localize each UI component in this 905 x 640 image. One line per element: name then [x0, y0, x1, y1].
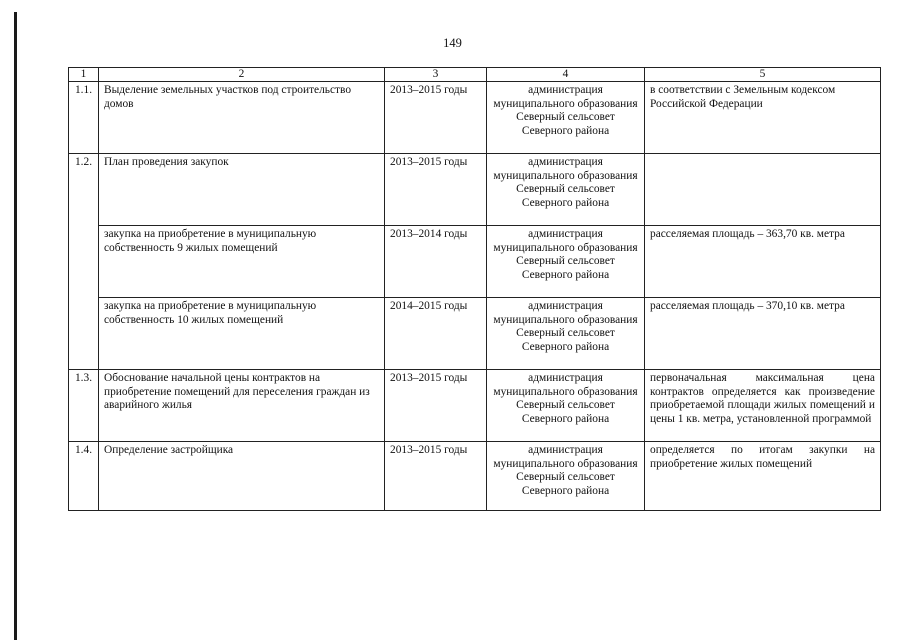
executor: администрация муниципального образования Северный сельсовет Северного района	[487, 442, 645, 511]
header-cell: 1	[69, 68, 99, 82]
row-number	[69, 298, 99, 370]
table-row	[69, 82, 881, 154]
measure-name: План проведения закупок	[99, 154, 385, 226]
period: 2014–2015 годы	[385, 298, 487, 370]
note: определяется по итогам закупки на приобретение жилых помещений	[645, 442, 881, 511]
row-number: 1.3.	[69, 370, 99, 442]
header-cell: 2	[99, 68, 385, 82]
page-number: 149	[443, 36, 462, 50]
measures-table	[68, 67, 881, 511]
period: 2013–2015 годы	[385, 442, 487, 511]
table-row	[69, 154, 881, 226]
left-margin-rule	[14, 12, 17, 640]
executor: администрация муниципального образования Северный сельсовет Северного района	[487, 298, 645, 370]
row-number: 1.2.	[69, 154, 99, 226]
row-number: 1.4.	[69, 442, 99, 511]
table-row	[69, 226, 881, 298]
period: 2013–2014 годы	[385, 226, 487, 298]
header-cell: 5	[645, 68, 881, 82]
row-number: 1.1.	[69, 82, 99, 154]
note: расселяемая площадь – 363,70 кв. метра	[645, 226, 881, 298]
table-row	[69, 442, 881, 511]
measure-name: Обоснование начальной цены контрактов на приобретение помещений для переселения граждан из аварийного жилья	[99, 370, 385, 442]
header-cell: 4	[487, 68, 645, 82]
table-row	[69, 298, 881, 370]
measure-name: закупка на приобретение в муниципальную собственность 9 жилых помещений	[99, 226, 385, 298]
executor: администрация муниципального образования Северный сельсовет Северного района	[487, 226, 645, 298]
period: 2013–2015 годы	[385, 370, 487, 442]
note	[645, 154, 881, 226]
period: 2013–2015 годы	[385, 82, 487, 154]
note: первоначальная максимальная цена контрактов определяется как произведение приобретаемой площади жилых помещений и цены 1 кв. метра, установленной программой	[645, 370, 881, 442]
measure-name: закупка на приобретение в муниципальную собственность 10 жилых помещений	[99, 298, 385, 370]
executor: администрация муниципального образования Северный сельсовет Северного района	[487, 82, 645, 154]
table-row	[69, 370, 881, 442]
row-number	[69, 226, 99, 298]
note: в соответствии с Земельным кодексом Российской Федерации	[645, 82, 881, 154]
executor: администрация муниципального образования Северный сельсовет Северного района	[487, 370, 645, 442]
measure-name: Выделение земельных участков под строительство домов	[99, 82, 385, 154]
executor: администрация муниципального образования Северный сельсовет Северного района	[487, 154, 645, 226]
period: 2013–2015 годы	[385, 154, 487, 226]
note: расселяемая площадь – 370,10 кв. метра	[645, 298, 881, 370]
header-cell: 3	[385, 68, 487, 82]
table-header-row	[69, 68, 881, 82]
measure-name: Определение застройщика	[99, 442, 385, 511]
